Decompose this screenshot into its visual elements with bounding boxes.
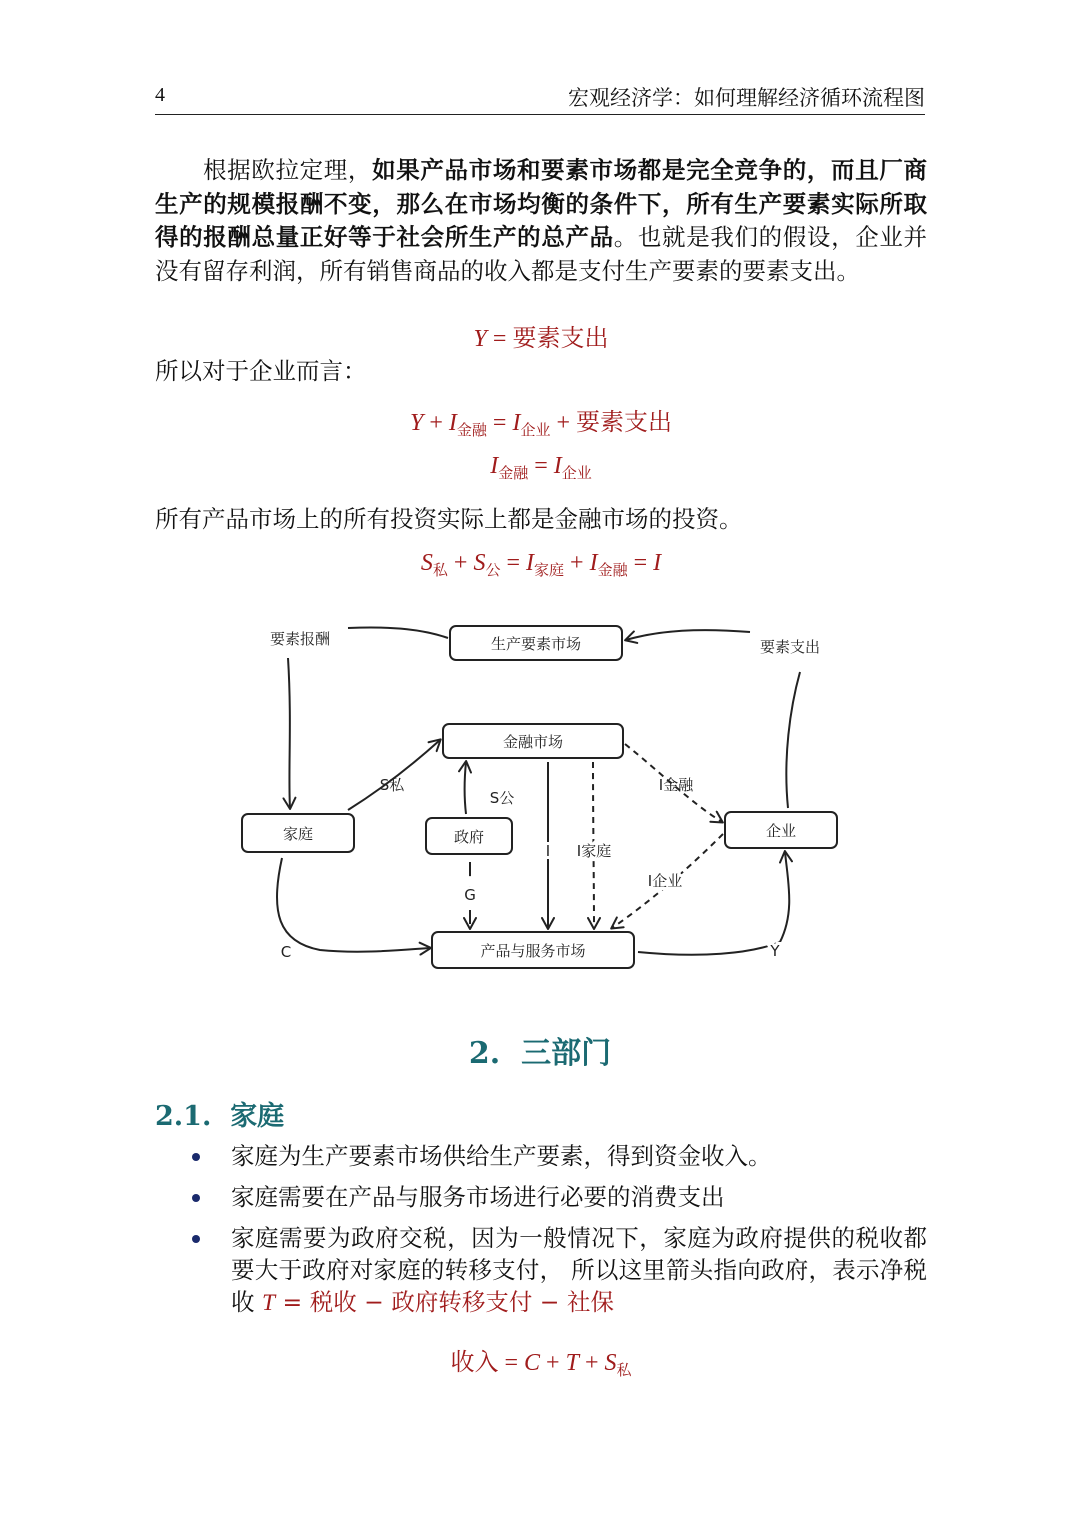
net-tax-equation: T = 税收 − 政府转移支付 − 社保 [261,1288,614,1316]
arrow-government-to-financial [465,762,467,814]
equation-finance-firm: $I_{金融} = I_{企业}$ [490,453,592,482]
label-s-public: S公 [489,789,515,807]
label-y: Y [770,942,780,960]
node-government [426,818,512,854]
label-s-private: S私 [379,776,405,794]
equation-firm-balance: $Y + I_{金融} = I_{企业}$ + 要素支出 [409,408,673,439]
node-factor-market [450,626,622,660]
arrow-household-to-financial [348,740,440,810]
node-goods-market [432,932,634,968]
svg-text:产品与服务市场: 产品与服务市场 [480,942,586,960]
node-household [242,814,354,852]
arrow-goods-to-firm [638,852,789,955]
list-item: 家庭需要在产品与服务市场进行必要的消费支出 [155,1181,927,1213]
list-item: 家庭为生产要素市场供给生产要素，得到资金收入。 [155,1140,927,1172]
arrow-household-to-goods [277,858,430,952]
investment-text: 所有产品市场上的所有投资实际上都是金融市场的投资。 [155,505,743,533]
page-number: 4 [155,84,165,106]
arrow-firm-to-factor [786,672,800,808]
label-factor-spending: 要素支出 [759,638,821,656]
node-firm [725,812,837,848]
svg-text:金融市场: 金融市场 [502,733,564,751]
firm-intro-text: 所以对于企业而言： [155,357,367,385]
label-i: I [545,842,551,860]
intro-paragraph [155,154,927,288]
svg-text:企业: 企业 [765,822,797,840]
svg-text:生产要素市场: 生产要素市场 [490,635,582,653]
label-i-finance: I金融 [658,776,694,794]
label-i-household: I家庭 [576,842,612,860]
node-financial-market [443,724,623,758]
page-header [155,82,925,115]
running-title: 宏观经济学：如何理解经济循环流程图 [568,86,925,110]
list-item: 家庭需要为政府交税，因为一般情况下，家庭为政府提供的税收都要大于政府对家庭的转移支付， 所以这里箭头指向政府，表示净税收 T = 税收 − 政府转移支付 − 社保 [155,1222,927,1319]
label-g: G [464,886,476,904]
label-factor-income: 要素报酬 [269,630,331,648]
label-i-firm: I企业 [647,872,683,890]
equation-savings-investment: $S_私 + S_公 = I_{家庭} + I_{金融} = I$ [420,550,662,579]
arrow-factor-to-household [288,627,448,808]
equation-income: 收入 = $C + T + S_私$ [450,1348,632,1379]
section-heading: 2. 三部门 [468,1036,612,1071]
euler-theorem-bold: 如果产品市场和要素市场都是完全竞争的，而且厂商生产的规模报酬不变，那么在市场均衡的条件下，所有生产要素实际所取得的报酬总量正好等于社会所生产的总产品 [155,156,928,251]
intro-text-b: 。也就是我们的假设，企业并没有留存利润，所有销售商品的收入都是支付生产要素的要素支出。 [155,223,928,285]
svg-text:政府: 政府 [453,828,485,846]
circular-flow-diagram [230,612,850,982]
household-bullet-list [155,1140,927,1328]
intro-text-a: 根据欧拉定理， [203,156,373,184]
equation-y-factor-spending: Y = 要素支出 [473,324,609,352]
svg-text:家庭: 家庭 [282,825,314,843]
arrow-factor-spending-top [626,630,750,640]
subsection-heading: 2.1. 家庭 [155,1101,285,1132]
label-c: C [280,943,292,961]
